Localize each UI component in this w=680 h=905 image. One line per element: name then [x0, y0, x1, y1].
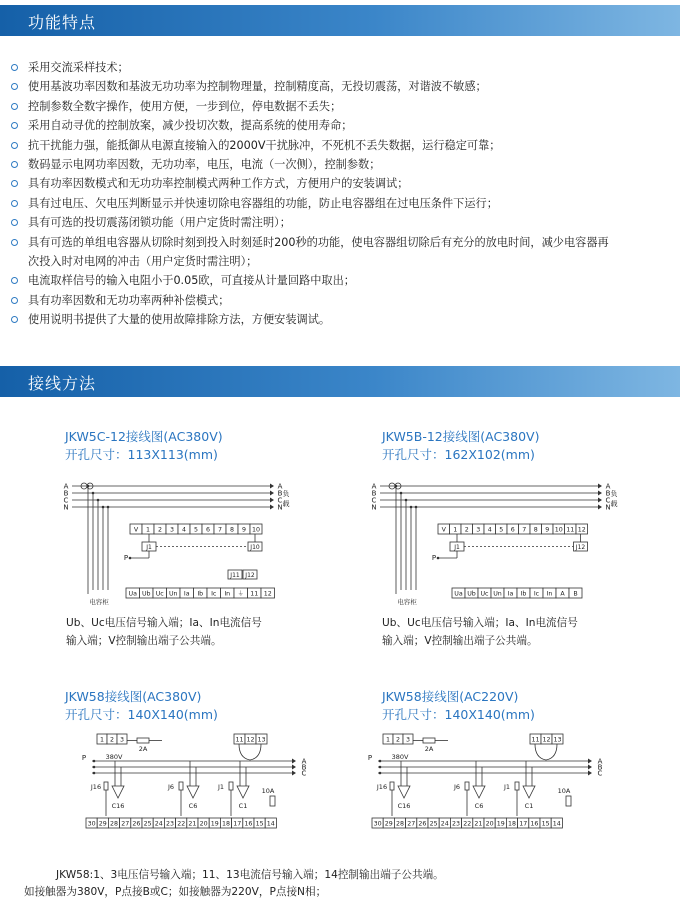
feature-text: 采用交流采样技术； [28, 61, 129, 74]
terminal-label: A [560, 590, 565, 598]
feature-text: 抗干扰能力强，能抵御从电源直接输入的2000V干扰脉冲，不死机不丢失数据，运行稳定可靠； [28, 138, 501, 152]
cabinet-label: 电容柜 [397, 598, 417, 606]
load-label: 负 [282, 490, 290, 498]
terminal-label: 3 [405, 736, 411, 744]
terminal-label: 30 [373, 820, 382, 828]
terminal-label: 12 [246, 736, 255, 744]
diagram-title: JKW58接线图(AC380V) [65, 689, 202, 704]
junction-dot [395, 485, 398, 488]
load-label: 载 [610, 500, 618, 508]
phase-label: B [597, 763, 603, 772]
fuse-icon [423, 738, 435, 743]
terminal-label: 17 [233, 820, 242, 828]
arrow-icon [588, 771, 592, 776]
cutout-size: 开孔尺寸：162X102(mm) [382, 447, 535, 462]
terminal-label: Ic [211, 590, 217, 598]
diagram-title: JKW5C-12接线图(AC380V) [65, 429, 223, 444]
terminal-label: 11 [235, 736, 244, 744]
bullet-icon [11, 180, 18, 187]
capacitor-icon [398, 786, 410, 798]
relay-label: J12 [575, 544, 586, 551]
capacitor-icon [473, 786, 485, 798]
wiring-diagram-jkw58-380 [82, 730, 312, 848]
phase-label: C [301, 769, 307, 778]
diagram-note-line: Ub、Uc电压信号输入端；Ia、In电流信号 [382, 617, 578, 629]
bullet-icon [11, 122, 18, 129]
terminal-label: 7 [217, 526, 223, 534]
arrow-icon [588, 765, 592, 770]
relay-label: J6 [453, 783, 461, 791]
terminal-label: 28 [395, 820, 405, 828]
junction-dot [92, 492, 95, 495]
relay-label: J12 [245, 572, 255, 579]
terminal-label: 15 [255, 820, 264, 828]
terminal-label: 5 [499, 526, 504, 534]
junction-dot [107, 506, 110, 509]
junction-dot [410, 506, 413, 509]
arrow-icon [598, 491, 602, 496]
relay-label: J6 [167, 783, 175, 791]
terminal-label: Un [493, 590, 502, 598]
phase-label: B [371, 489, 377, 498]
p-label: P [123, 554, 129, 562]
terminal-label: 12 [542, 736, 551, 744]
arrow-icon [292, 759, 296, 764]
terminal-label: 1 [453, 526, 458, 534]
phase-label: N [63, 503, 69, 512]
load-label: 负 [610, 490, 618, 498]
fuse-label: 2A [424, 745, 434, 753]
terminal-label: 18 [221, 820, 231, 828]
terminal-label: 24 [440, 820, 449, 828]
voltage-label: 380V [391, 753, 409, 761]
relay-coil [104, 782, 108, 790]
phase-label: C [605, 496, 611, 505]
terminal-label: 17 [519, 820, 528, 828]
capacitor-label: C1 [524, 802, 534, 810]
cutout-size: 开孔尺寸：140X140(mm) [65, 707, 218, 722]
junction-dot [87, 485, 90, 488]
terminal-label: 28 [109, 820, 119, 828]
terminal-label: V [133, 526, 139, 534]
feature-item [10, 58, 670, 77]
terminal-label: 22 [463, 820, 472, 828]
terminal-label: Ib [520, 590, 527, 598]
arrow-icon [292, 771, 296, 776]
phase-label: B [277, 489, 283, 498]
phase-label: C [63, 496, 69, 505]
junction-dot [415, 506, 418, 509]
terminal-label: 20 [199, 820, 208, 828]
section-header-wiring [0, 366, 680, 397]
arrow-icon [598, 505, 602, 510]
feature-item [10, 291, 670, 310]
cutout-size: 开孔尺寸：140X140(mm) [382, 707, 535, 722]
terminal-label: 29 [384, 820, 393, 828]
wiring-diagram-jkw58-220 [368, 730, 608, 848]
terminal-label: Uc [480, 590, 489, 598]
terminal-label: 30 [87, 820, 96, 828]
terminal-label: 8 [533, 526, 538, 534]
terminal-label: Ic [533, 590, 540, 598]
feature-item [10, 77, 670, 96]
phase-label: A [597, 757, 603, 766]
feature-item [10, 136, 670, 155]
terminal-label: 22 [177, 820, 186, 828]
capacitor-label: C16 [111, 802, 125, 810]
terminal-label: 13 [257, 736, 266, 744]
terminal-label: 2 [395, 736, 401, 744]
bullet-icon [11, 239, 18, 246]
terminal-label: 3 [119, 736, 125, 744]
phase-label: A [277, 482, 283, 491]
terminal-label: 4 [487, 526, 492, 534]
terminal-label: ⏚ [237, 590, 244, 598]
capacitor-icon [187, 786, 199, 798]
bullet-icon [11, 103, 18, 110]
phase-label: B [63, 489, 69, 498]
junction-dot [379, 760, 382, 763]
diagram-note-contactor: 如接触器为380V，P点接B或C；如接触器为220V，P点接N相； [24, 886, 327, 898]
terminal-label: Ub [141, 590, 151, 598]
relay-label: J10 [250, 544, 260, 551]
terminal-label: 16 [530, 820, 539, 828]
phase-label: N [277, 503, 283, 512]
ct-icon [535, 744, 557, 760]
feature-item [10, 252, 670, 271]
terminal-label: Un [168, 590, 178, 598]
capacitor-icon [237, 786, 249, 798]
diagram-title: JKW58接线图(AC220V) [382, 689, 519, 704]
phase-label: C [277, 496, 283, 505]
feature-text: 数码显示电网功率因数，无功功率，电压，电流（一次侧），控制参数； [28, 158, 381, 172]
feature-text: 具有过电压、欠电压判断显示并快速切除电容器组的功能，防止电容器组在过电压条件下运行； [28, 196, 498, 210]
phase-label: B [301, 763, 307, 772]
arrow-icon [270, 498, 274, 503]
terminal-label: In [546, 590, 553, 598]
feature-text: 电流取样信号的输入电阻小于0.05欧，可直接从计量回路中取出； [28, 274, 355, 288]
terminal-label: 26 [418, 820, 427, 828]
feature-item [10, 97, 670, 116]
feature-text: 次投入时对电网的冲击（用户定货时需注明）； [28, 255, 258, 269]
section-title: 接线方法 [28, 374, 97, 393]
bullet-icon [11, 64, 18, 71]
terminal-label: 6 [510, 526, 515, 534]
junction-dot [379, 772, 382, 775]
terminal-label: 14 [552, 820, 561, 828]
phase-label: C [371, 496, 377, 505]
terminal-label: 2 [464, 526, 469, 534]
bullet-icon [11, 142, 18, 149]
terminal-label: B [573, 590, 578, 598]
feature-item [10, 116, 670, 135]
phase-label: N [371, 503, 377, 512]
terminal-label: 21 [188, 820, 197, 828]
fuse-icon [566, 796, 571, 806]
arrow-icon [270, 484, 274, 489]
phase-label: B [605, 489, 611, 498]
terminal-label: 7 [522, 526, 527, 534]
feature-text: 具有功率因数模式和无功功率控制模式两种工作方式，方便用户的安装调试； [28, 177, 409, 191]
relay-label: J1 [454, 544, 460, 551]
capacitor-icon [112, 786, 124, 798]
relay-label: J1 [503, 783, 511, 791]
bullet-icon [11, 316, 18, 323]
terminal-label: 13 [553, 736, 562, 744]
ct-icon [239, 744, 261, 760]
phase-label: A [605, 482, 611, 491]
bullet-icon [11, 200, 18, 207]
section-title: 功能特点 [28, 13, 97, 32]
p-label: P [82, 754, 87, 762]
relay-label: J1 [217, 783, 225, 791]
terminal-label: 27 [121, 820, 130, 828]
terminal-label: 11 [531, 736, 540, 744]
junction-dot [437, 557, 440, 560]
terminal-label: 14 [266, 820, 275, 828]
terminal-label: 3 [476, 526, 481, 534]
junction-dot [93, 766, 96, 769]
cabinet-label: 电容柜 [89, 598, 109, 606]
bullet-icon [11, 219, 18, 226]
arrow-icon [598, 484, 602, 489]
fuse-icon [137, 738, 149, 743]
feature-text: 控制参数全数字操作，使用方便，一步到位，停电数据不丢失； [28, 99, 342, 113]
feature-item [10, 271, 670, 290]
terminal-label: 2 [109, 736, 115, 744]
terminal-label: In [224, 590, 231, 598]
terminal-label: 12 [263, 590, 272, 598]
fuse-label: 10A [261, 787, 275, 795]
terminal-label: 9 [545, 526, 550, 534]
terminal-label: 25 [143, 820, 152, 828]
terminal-label: Ia [183, 590, 190, 598]
wiring-diagram-jkw5c [62, 478, 292, 613]
terminal-label: 9 [241, 526, 247, 534]
junction-dot [102, 506, 105, 509]
relay-coil [179, 782, 183, 790]
terminal-label: 1 [385, 736, 391, 744]
feature-item [10, 174, 670, 193]
diagram-note-jkw58: JKW58:1、3电压信号输入端；11、13电流信号输入端；14控制输出端子公共端。 [56, 869, 444, 881]
phase-label: A [63, 482, 69, 491]
terminal-label: 29 [98, 820, 107, 828]
p-label: P [431, 554, 437, 562]
capacitor-icon [523, 786, 535, 798]
terminal-label: Ia [507, 590, 514, 598]
terminal-label: 19 [210, 820, 219, 828]
arrow-icon [588, 759, 592, 764]
phase-label: A [371, 482, 377, 491]
terminal-label: 6 [205, 526, 211, 534]
arrow-icon [598, 498, 602, 503]
terminal-label: 26 [132, 820, 141, 828]
bullet-icon [11, 277, 18, 284]
relay-label: J1 [146, 544, 152, 551]
terminal-label: 27 [407, 820, 416, 828]
load-label: 载 [282, 500, 290, 508]
junction-dot [93, 760, 96, 763]
fuse-label: 2A [138, 745, 148, 753]
feature-text: 具有功率因数和无功功率两种补偿模式； [28, 293, 230, 307]
phase-label: N [605, 503, 611, 512]
terminal-label: Uc [155, 590, 164, 598]
terminal-label: Ua [128, 590, 137, 598]
feature-item [10, 155, 670, 174]
feature-text: 使用说明书提供了大量的使用故障排除方法，方便安装调试。 [28, 313, 331, 327]
feature-item [10, 194, 670, 213]
terminal-label: 16 [244, 820, 253, 828]
wiring-diagram-jkw5b [370, 478, 620, 613]
terminal-label: 11 [566, 526, 575, 534]
terminal-label: 2 [157, 526, 163, 534]
relay-coil [465, 782, 469, 790]
feature-item [10, 310, 670, 329]
terminal-label: 21 [474, 820, 483, 828]
terminal-label: 23 [165, 820, 175, 828]
terminal-label: 4 [181, 526, 187, 534]
relay-coil [229, 782, 233, 790]
capacitor-label: C6 [474, 802, 484, 810]
phase-label: A [301, 757, 307, 766]
arrow-icon [270, 505, 274, 510]
terminal-label: Ua [454, 590, 463, 598]
diagram-title: JKW5B-12接线图(AC380V) [382, 429, 540, 444]
terminal-label: V [441, 526, 446, 534]
terminal-label: 5 [193, 526, 199, 534]
terminal-label: 23 [451, 820, 461, 828]
terminal-label: 10 [554, 526, 563, 534]
terminal-label: Ib [197, 590, 204, 598]
bullet-icon [11, 297, 18, 304]
diagram-note-line: 输入端；V控制输出端子公共端。 [66, 635, 222, 647]
terminal-label: 20 [485, 820, 494, 828]
capacitor-label: C16 [397, 802, 411, 810]
section-header-features [0, 5, 680, 36]
terminal-label: 1 [99, 736, 105, 744]
relay-coil [515, 782, 519, 790]
feature-text: 具有可选的单组电容器从切除时刻到投入时刻延时200秒的功能，使电容器组切除后有充分的放电时间，减少电容器再 [28, 235, 609, 249]
feature-text: 具有可选的投切震荡闭锁功能（用户定货时需注明）； [28, 216, 291, 230]
junction-dot [97, 499, 100, 502]
relay-label: J11 [230, 572, 240, 579]
relay-label: J16 [376, 783, 388, 791]
terminal-label: 3 [169, 526, 175, 534]
junction-dot [379, 766, 382, 769]
arrow-icon [292, 765, 296, 770]
junction-dot [405, 499, 408, 502]
feature-item [10, 233, 670, 252]
arrow-icon [270, 491, 274, 496]
terminal-label: 24 [154, 820, 163, 828]
junction-dot [129, 557, 132, 560]
fuse-label: 10A [557, 787, 571, 795]
feature-text: 使用基波功率因数和基波无功功率为控制物理量，控制精度高，无投切震荡，对谐波不敏感； [28, 80, 487, 94]
terminal-label: 19 [496, 820, 505, 828]
relay-coil [390, 782, 394, 790]
terminal-label: 18 [507, 820, 517, 828]
terminal-label: 1 [145, 526, 151, 534]
capacitor-label: C1 [238, 802, 248, 810]
terminal-label: 11 [250, 590, 259, 598]
feature-item [10, 213, 670, 232]
terminal-label: 15 [541, 820, 550, 828]
terminal-label: 12 [577, 526, 586, 534]
terminal-label: 10 [251, 526, 261, 534]
diagram-note-line: 输入端；V控制输出端子公共端。 [382, 635, 538, 647]
terminal-label: 25 [429, 820, 438, 828]
terminal-label: Ub [467, 590, 476, 598]
terminal-label: 8 [229, 526, 235, 534]
phase-label: C [597, 769, 603, 778]
fuse-icon [270, 796, 275, 806]
cutout-size: 开孔尺寸：113X113(mm) [65, 447, 218, 462]
capacitor-label: C6 [188, 802, 198, 810]
junction-dot [400, 492, 403, 495]
p-label: P [368, 754, 373, 762]
bullet-icon [11, 83, 18, 90]
voltage-label: 380V [105, 753, 123, 761]
feature-list [10, 58, 670, 330]
bullet-icon [11, 161, 18, 168]
diagram-note-line: Ub、Uc电压信号输入端；Ia、In电流信号 [66, 617, 262, 629]
junction-dot [93, 772, 96, 775]
relay-label: J16 [90, 783, 102, 791]
feature-text: 采用自动寻优的控制放案，减少投切次数，提高系统的使用寿命； [28, 119, 353, 133]
